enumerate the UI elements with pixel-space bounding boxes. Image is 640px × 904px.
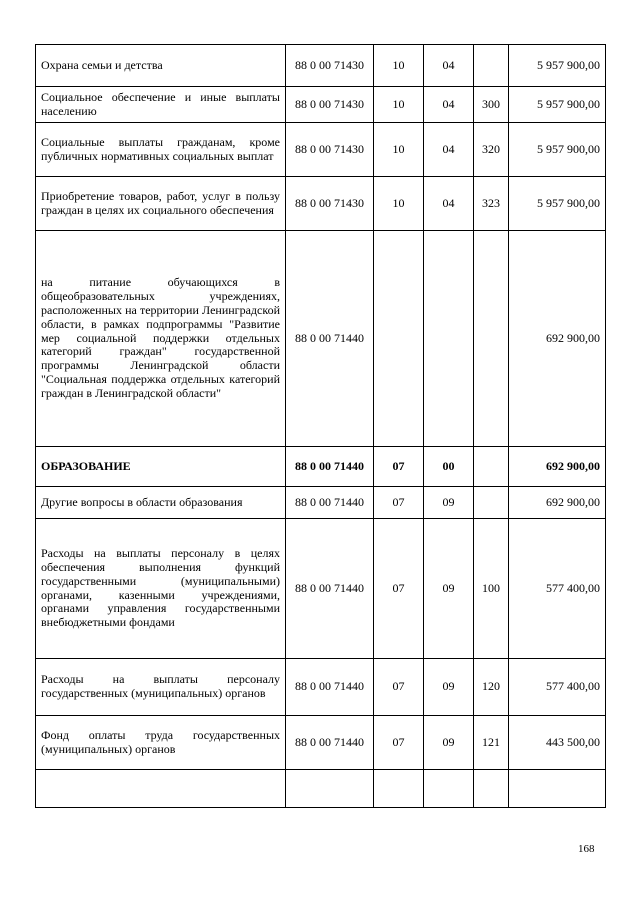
row-code: 88 0 00 71440: [286, 487, 374, 519]
row-subsection: [424, 770, 474, 808]
row-sum: 692 900,00: [509, 487, 606, 519]
row-sum: 577 400,00: [509, 659, 606, 716]
row-sum: 5 957 900,00: [509, 177, 606, 231]
row-expense-type: 121: [474, 716, 509, 770]
row-code: 88 0 00 71430: [286, 177, 374, 231]
row-expense-type: [474, 487, 509, 519]
row-section: 10: [374, 177, 424, 231]
table-row: [36, 87, 606, 123]
row-expense-type: [474, 770, 509, 808]
row-sum: 5 957 900,00: [509, 87, 606, 123]
row-expense-type: 100: [474, 519, 509, 659]
row-name: ОБРАЗОВАНИЕ: [36, 447, 286, 487]
row-subsection: 09: [424, 659, 474, 716]
row-subsection: 09: [424, 487, 474, 519]
row-code: 88 0 00 71440: [286, 659, 374, 716]
budget-table: [35, 44, 606, 808]
row-name: Приобретение товаров, работ, услуг в пользу граждан в целях их социального обеспечения: [36, 177, 286, 231]
row-sum: 577 400,00: [509, 519, 606, 659]
row-section: 10: [374, 45, 424, 87]
row-name: Расходы на выплаты персоналу в целях обеспечения выполнения функций государственными (муниципальными) органами, казенными учреждениями, органами управления государственными внебюджетными фондами: [36, 519, 286, 659]
row-section: [374, 770, 424, 808]
row-sum: 5 957 900,00: [509, 123, 606, 177]
row-code: 88 0 00 71440: [286, 447, 374, 487]
row-section: 07: [374, 659, 424, 716]
row-subsection: 04: [424, 45, 474, 87]
table-row: [36, 177, 606, 231]
page-number: 168: [578, 843, 595, 855]
row-section: 07: [374, 447, 424, 487]
row-name: Расходы на выплаты персоналу государственных (муниципальных) органов: [36, 659, 286, 716]
table-row: [36, 231, 606, 447]
row-name: на питание обучающихся в общеобразовательных учреждениях, расположенных на территории Ленинградской области, в рамках подпрограммы "Развитие мер социальной поддержки отдельных категорий граждан" государственной программы Ленинградской области "Социальная поддержка отдельных категорий граждан в Ленинградской области": [36, 231, 286, 447]
row-expense-type: 323: [474, 177, 509, 231]
row-name: Социальное обеспечение и иные выплаты населению: [36, 87, 286, 123]
row-section: 07: [374, 519, 424, 659]
row-expense-type: [474, 447, 509, 487]
row-subsection: 09: [424, 519, 474, 659]
row-sum: 692 900,00: [509, 447, 606, 487]
row-expense-type: 320: [474, 123, 509, 177]
row-section: 10: [374, 87, 424, 123]
row-code: 88 0 00 71440: [286, 519, 374, 659]
row-name: Фонд оплаты труда государственных (муниципальных) органов: [36, 716, 286, 770]
row-expense-type: [474, 231, 509, 447]
row-sum: [509, 770, 606, 808]
row-section: [374, 231, 424, 447]
table-row: [36, 447, 606, 487]
row-expense-type: 120: [474, 659, 509, 716]
table-row: [36, 123, 606, 177]
table-row: [36, 487, 606, 519]
row-subsection: 09: [424, 716, 474, 770]
row-subsection: 04: [424, 177, 474, 231]
row-name: Социальные выплаты гражданам, кроме публичных нормативных социальных выплат: [36, 123, 286, 177]
row-subsection: 00: [424, 447, 474, 487]
row-name: Другие вопросы в области образования: [36, 487, 286, 519]
table-row: [36, 770, 606, 808]
row-code: 88 0 00 71430: [286, 45, 374, 87]
row-expense-type: [474, 45, 509, 87]
row-name: Охрана семьи и детства: [36, 45, 286, 87]
row-section: 07: [374, 487, 424, 519]
row-code: 88 0 00 71440: [286, 231, 374, 447]
row-subsection: 04: [424, 123, 474, 177]
table-row: [36, 519, 606, 659]
table-row: [36, 45, 606, 87]
row-code: 88 0 00 71430: [286, 123, 374, 177]
row-section: 07: [374, 716, 424, 770]
row-code: 88 0 00 71430: [286, 87, 374, 123]
row-subsection: [424, 231, 474, 447]
row-code: 88 0 00 71440: [286, 716, 374, 770]
row-section: 10: [374, 123, 424, 177]
row-subsection: 04: [424, 87, 474, 123]
row-expense-type: 300: [474, 87, 509, 123]
row-sum: 443 500,00: [509, 716, 606, 770]
row-sum: 692 900,00: [509, 231, 606, 447]
row-name: [36, 770, 286, 808]
row-sum: 5 957 900,00: [509, 45, 606, 87]
table-row: [36, 716, 606, 770]
row-code: [286, 770, 374, 808]
table-row: [36, 659, 606, 716]
